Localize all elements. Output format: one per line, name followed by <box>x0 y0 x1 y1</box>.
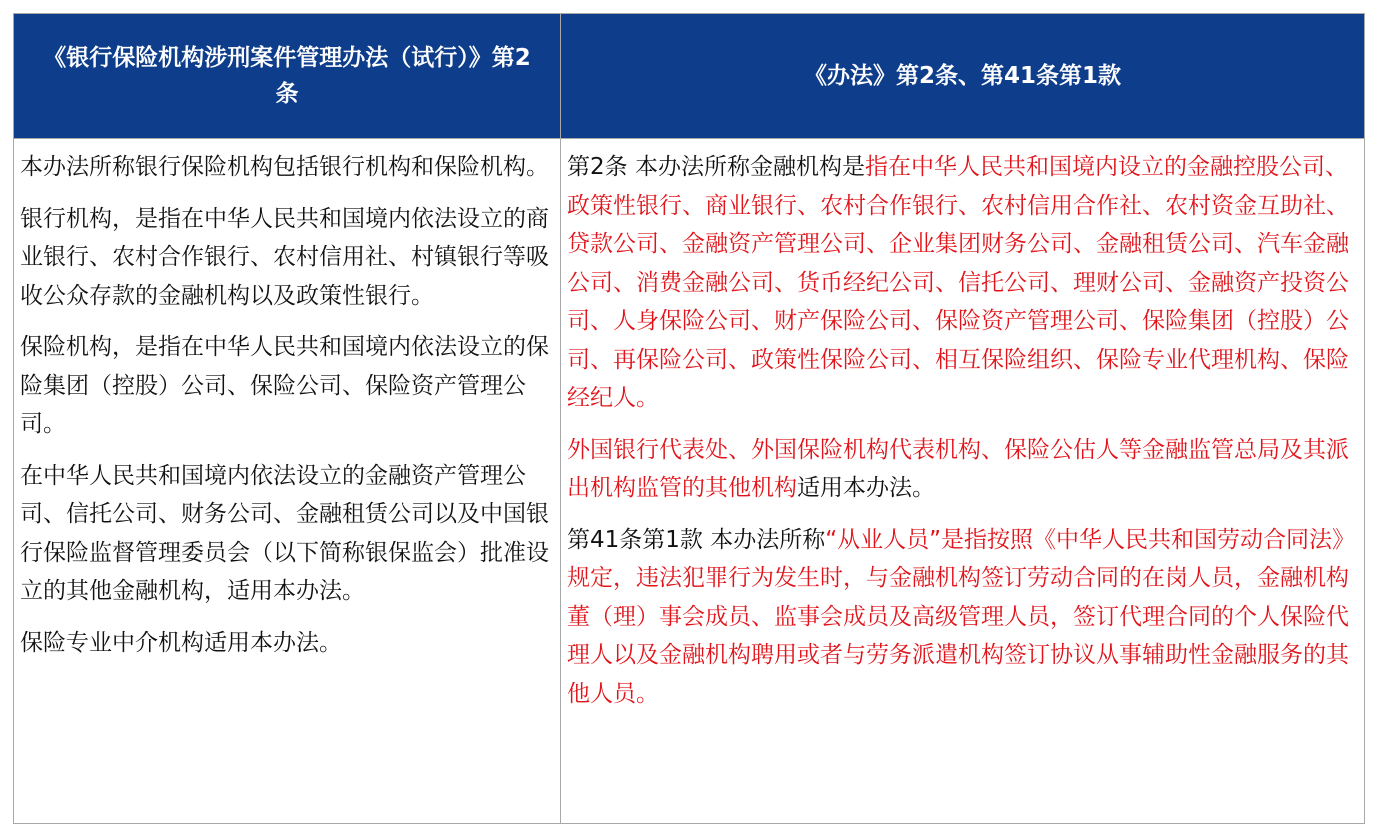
header-right-title: 《办法》第2条、第41条第1款 <box>803 63 1121 89</box>
right-p3-plain: 第41条第1款 本办法所称 <box>567 526 826 553</box>
comparison-table <box>13 13 1365 824</box>
right-paragraph-1 <box>567 148 1354 418</box>
right-p3-highlight: “从业人员”是指按照《中华人民共和国劳动合同法》规定，违法犯罪行为发生时，与金融机构签订劳动合同的在岗人员，金融机构董（理）事会成员、监事会成员及高级管理人员，签订代理合同的个人保险代理人以及金融机构聘用或者与劳务派遣机构签订协议从事辅助性金融服务的其他人员。 <box>567 526 1349 707</box>
left-paragraph-1: 本办法所称银行保险机构包括银行机构和保险机构。 <box>20 154 549 180</box>
left-paragraph-5: 保险专业中介机构适用本办法。 <box>20 629 342 656</box>
right-p1-plain: 第2条 本办法所称金融机构是 <box>567 154 865 180</box>
right-paragraph-2 <box>567 431 1354 508</box>
left-paragraph-3: 保险机构，是指在中华人民共和国境内依法设立的保险集团（控股）公司、保险公司、保险资产管理公司。 <box>20 334 549 437</box>
header-right <box>561 14 1364 138</box>
right-paragraph-3 <box>567 521 1354 714</box>
right-p2-highlight: 外国银行代表处、外国保险机构代表机构、保险公估人等金融监管总局及其派出机构监管的其他机构 <box>567 436 1349 501</box>
right-p2-plain: 适用本办法。 <box>797 475 935 501</box>
header-left-title: 《银行保险机构涉刑案件管理办法（试行）》第2条 <box>43 45 531 107</box>
header-left <box>14 14 560 138</box>
left-paragraph-4: 在中华人民共和国境内依法设立的金融资产管理公司、信托公司、财务公司、金融租赁公司以及中国银行保险监督管理委员会（以下简称银保监会）批准设立的其他金融机构，适用本办法。 <box>20 462 549 604</box>
left-cell <box>14 139 560 675</box>
left-paragraph-2: 银行机构，是指在中华人民共和国境内依法设立的商业银行、农村合作银行、农村信用社、村镇银行等吸收公众存款的金融机构以及政策性银行。 <box>20 205 549 309</box>
right-p1-highlight: 指在中华人民共和国境内设立的金融控股公司、政策性银行、商业银行、农村合作银行、农村信用合作社、农村资金互助社、贷款公司、金融资产管理公司、企业集团财务公司、金融租赁公司、汽车金融公司、消费金融公司、货币经纪公司、信托公司、理财公司、金融资产投资公司、人身保险公司、财产保险公司、保险资产管理公司、保险集团（控股）公司、再保险公司、政策性保险公司、相互保险组织、保险专业代理机构、保险经纪人。 <box>567 154 1349 411</box>
right-cell <box>561 139 1364 726</box>
